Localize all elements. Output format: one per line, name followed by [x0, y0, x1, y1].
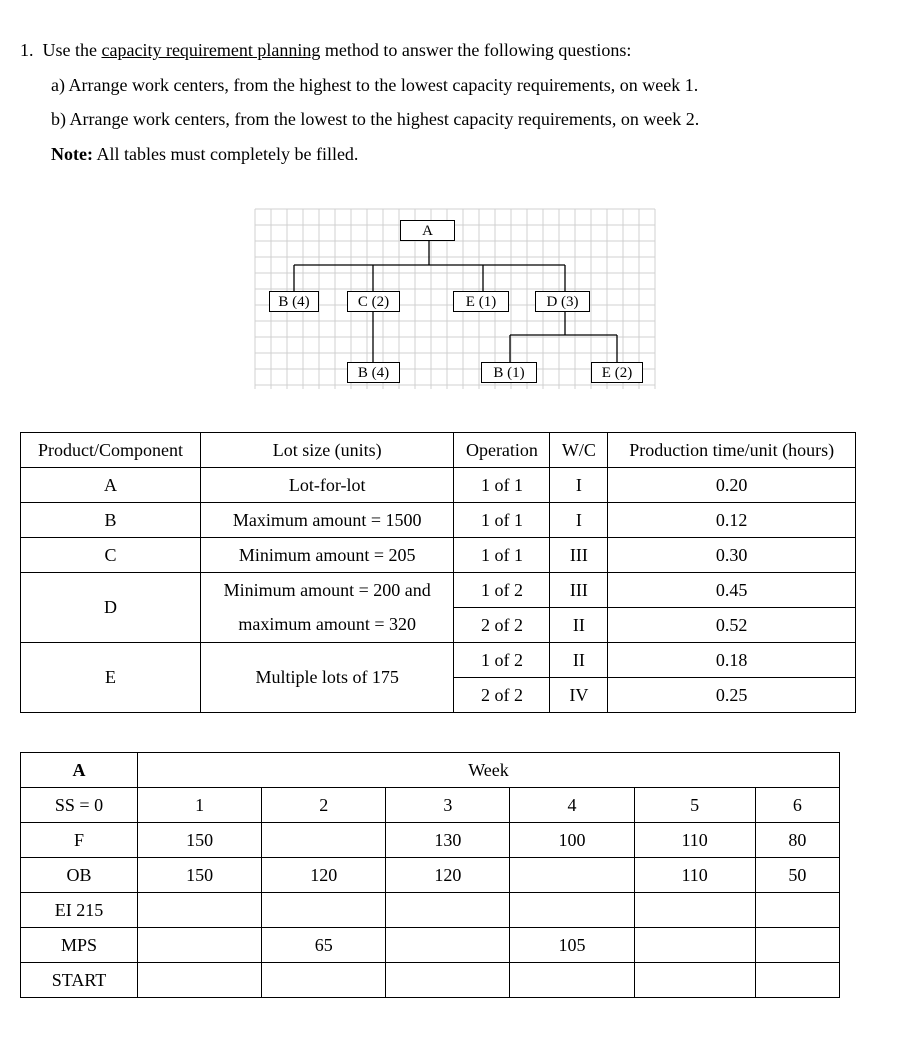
question-a: a) Arrange work centers, from the highest to the lowest capacity requirements, on week 1.: [51, 75, 699, 95]
question-number: 1.: [20, 40, 34, 60]
mps-start-row: START: [21, 963, 840, 998]
table-row: B Maximum amount = 1500 1 of 1 I 0.12: [21, 503, 856, 538]
product-structure-tree: [0, 0, 921, 400]
tree-node-root: A: [400, 220, 455, 241]
header-lot-size: Lot size (units): [200, 433, 454, 468]
week-label: Week: [138, 753, 840, 788]
mps-ei-row: EI 215: [21, 893, 840, 928]
question-b: b) Arrange work centers, from the lowest to the highest capacity requirements, on week 2.: [51, 109, 700, 129]
header-wc: W/C: [550, 433, 608, 468]
header-operation: Operation: [454, 433, 550, 468]
table-row: E Multiple lots of 175 1 of 2 II 0.18: [21, 643, 856, 678]
tree-node-e: E (1): [453, 291, 509, 312]
table-row: D Minimum amount = 200 and 1 of 2 III 0.45: [21, 573, 856, 608]
table-row: A Lot-for-lot 1 of 1 I 0.20: [21, 468, 856, 503]
mps-table: [20, 752, 840, 998]
question-1: 1. Use the capacity requirement planning method to answer the following questions:: [20, 40, 632, 60]
note: Note: All tables must completely be filled.: [51, 144, 359, 164]
product-component-table: [20, 432, 856, 713]
tree-node-c: C (2): [347, 291, 400, 312]
table-row: 2 of 2 IV 0.25: [21, 678, 856, 713]
mps-ob-row: OB 150 120 120 110 50: [21, 858, 840, 893]
tree-node-b: B (4): [269, 291, 319, 312]
table-row: maximum amount = 320 2 of 2 II 0.52: [21, 608, 856, 643]
tree-node-d-child-b: B (1): [481, 362, 537, 383]
header-product: Product/Component: [21, 433, 201, 468]
mps-header-row: [21, 753, 840, 788]
header-production-time: Production time/unit (hours): [608, 433, 856, 468]
mps-week-row: SS = 0 1 2 3 4 5 6: [21, 788, 840, 823]
tree-node-c-child-b: B (4): [347, 362, 400, 383]
capacity-planning-term: capacity requirement planning: [101, 40, 321, 60]
tree-node-d-child-e: E (2): [591, 362, 643, 383]
table-row: C Minimum amount = 205 1 of 1 III 0.30: [21, 538, 856, 573]
mps-mps-row: MPS 65 105: [21, 928, 840, 963]
tree-node-d: D (3): [535, 291, 590, 312]
mps-forecast-row: F 150 130 100 110 80: [21, 823, 840, 858]
table-header-row: [21, 433, 856, 468]
mps-item-title: A: [21, 753, 138, 788]
